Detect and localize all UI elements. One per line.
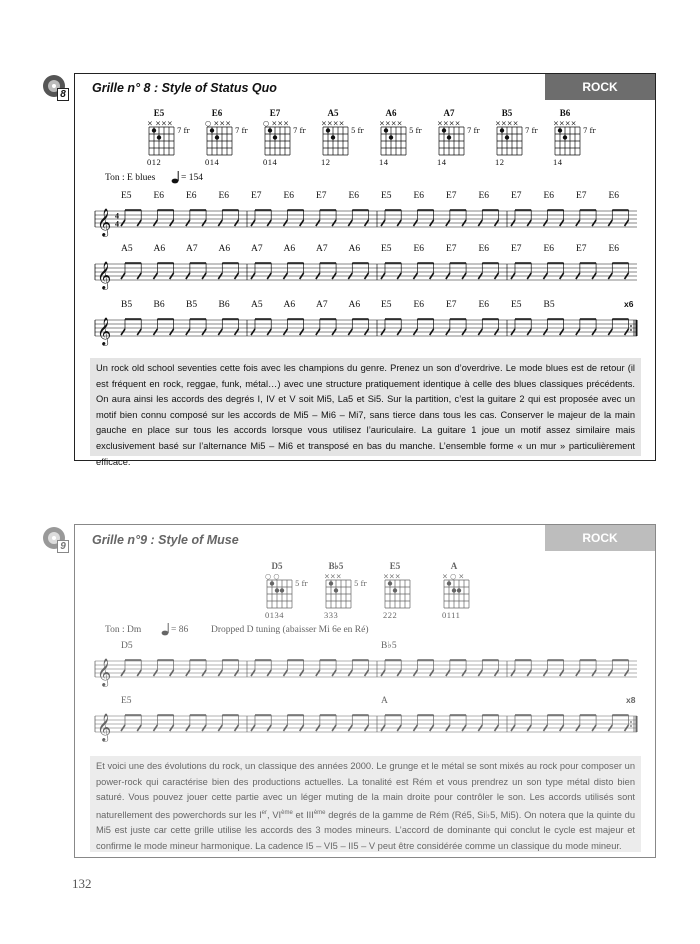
chord-symbol: E6	[543, 244, 555, 254]
chord-symbol: E5	[381, 244, 392, 254]
fret-marker: 5 fr	[409, 127, 422, 135]
chord-symbol: E5	[121, 191, 132, 201]
treble-clef-icon: 𝄞	[97, 208, 112, 236]
finger-numbers: 333	[324, 610, 339, 620]
string-markers: ○ ×××	[205, 119, 231, 128]
string-markers: ××××	[437, 119, 461, 128]
description-text	[90, 756, 641, 852]
text-part: Et voici une des évolutions du rock, un classique des années 2000. Le grunge et le métal se sont mixés au rock pour composer un power-rock qui caractérise bien des productions actuelles. La tonalité est Rém et vous prendrez un son type métal disto bien saturé. Vous pouvez jouer cette partie avec un léger muting de la main droite pour contrôler le son. Les accords utilisés sont naturellement des powerchords sur les I	[96, 761, 635, 820]
chord-symbol: E6	[348, 191, 360, 201]
treble-clef-icon: 𝄞	[97, 658, 112, 686]
chord-symbol: A7	[316, 300, 328, 310]
description-text: Un rock old school seventies cette fois avec les champions du genre. Prenez un son d’overdrive. Le mode blues est de retour (il est fréquent en rock, reggae, funk, métal…) avec une structure pratiquement identique à celle des blues classiques précédents. On aura ainsi les accords des degrés I, IV et V soit Mi5, La5 et Si5. Sur la partition, c’est la guitare 2 qui est proposée avec un motif bien connu composé sur les accords de Mi5 – Mi6 – Mi7, sans tierce dans tous les cas. Conserver le majeur de la main gauche en place sur tous les accords lorsque vous utilisez l’auriculaire. La guitare 1 joue un motif assez similaire mais exclusivement basé sur l’alternance Mi5 – Mi6 et transposé en bas du manche. L’ensemble forme « un mur » particulièrement efficace.	[90, 358, 641, 456]
string-markers: ××××	[379, 119, 403, 128]
fret-marker: 7 fr	[235, 127, 248, 135]
chord-symbol: E6	[413, 244, 425, 254]
chord-symbol: A	[381, 696, 388, 706]
text-sup: er	[261, 809, 268, 816]
finger-numbers: 014	[263, 157, 278, 167]
chord-name: B6	[559, 108, 571, 118]
chord-symbol: E7	[446, 300, 457, 310]
string-markers: × ○ ×	[442, 572, 465, 581]
grid8-title: Grille n° 8 : Style of Status Quo	[92, 81, 277, 95]
fret-marker: 7 fr	[525, 127, 538, 135]
chord-symbol: B6	[153, 300, 165, 310]
chord-name: A	[450, 561, 458, 571]
string-markers: ××××	[553, 119, 577, 128]
tempo: = 86	[171, 625, 189, 635]
chord-symbol: E7	[511, 244, 522, 254]
chord-symbol: A6	[348, 244, 361, 254]
repeat-count: x6	[624, 299, 634, 309]
chord-symbol: E7	[251, 191, 262, 201]
chord-symbol: A6	[283, 300, 296, 310]
fret-marker: 7 fr	[467, 127, 480, 135]
finger-numbers: 0134	[265, 610, 284, 620]
text-sup: ème	[281, 809, 293, 816]
page-number: 132	[72, 876, 92, 891]
score	[75, 525, 655, 755]
chord-name: A7	[443, 108, 455, 118]
cd-track-number: 8	[57, 88, 69, 101]
fret-marker: 5 fr	[295, 580, 308, 588]
chord-symbol: E7	[446, 191, 457, 201]
tonality: Ton : E blues	[105, 173, 156, 183]
genre-badge: ROCK	[545, 525, 655, 551]
genre-badge: ROCK	[545, 74, 655, 100]
string-markers: ××××	[495, 119, 519, 128]
chord-symbol: A6	[348, 300, 361, 310]
time-signature: 4	[115, 211, 119, 221]
chord-symbol: E6	[218, 191, 230, 201]
tempo: = 154	[181, 173, 203, 183]
finger-numbers: 014	[205, 157, 220, 167]
chord-symbol: E6	[478, 244, 490, 254]
finger-numbers: 12	[495, 157, 505, 167]
finger-numbers: 222	[383, 610, 398, 620]
text-part: degrés de la gamme de Rém (Ré5, Si♭5, Mi5). On notera que la quinte du Mi5 est juste car cette grille utilise les accords des 3 modes mineurs. L’accord de dominante qui conclut le cycle est majeur et confirme le mode mineur harmonique. La cadence I5 – VI5 – II5 – V peut être considérée comme un classique du mode mineur.	[96, 809, 635, 852]
finger-numbers: 14	[437, 157, 447, 167]
chord-symbol: B6	[218, 300, 230, 310]
fret-marker: 5 fr	[351, 127, 364, 135]
chord-symbol: E7	[576, 191, 587, 201]
chord-name: E6	[211, 108, 223, 118]
chord-symbol: B5	[121, 300, 133, 310]
cd-track-number: 9	[57, 540, 69, 553]
chord-symbol: E6	[608, 244, 620, 254]
chord-name: E5	[389, 561, 401, 571]
chord-symbol: E7	[576, 244, 587, 254]
chord-symbol: E6	[153, 191, 165, 201]
chord-name: B♭5	[328, 561, 344, 571]
chord-symbol: B5	[186, 300, 198, 310]
chord-name: A5	[327, 108, 339, 118]
chord-symbol: E5	[511, 300, 522, 310]
finger-numbers: 14	[553, 157, 563, 167]
chord-symbol: E5	[381, 300, 392, 310]
chord-symbol: E6	[283, 191, 295, 201]
string-markers: ×××	[383, 572, 401, 581]
chord-symbol: E5	[121, 696, 132, 706]
string-markers: ××××	[321, 119, 345, 128]
treble-clef-icon: 𝄞	[97, 261, 112, 289]
finger-numbers: 14	[379, 157, 389, 167]
chord-symbol: E6	[186, 191, 197, 201]
text-part: , VI	[267, 809, 282, 820]
grid9-title: Grille n°9 : Style of Muse	[92, 533, 239, 547]
grid8-panel	[74, 73, 656, 467]
treble-clef-icon: 𝄞	[97, 317, 112, 345]
chord-name: E7	[269, 108, 281, 118]
chord-symbol: E6	[478, 300, 490, 310]
fret-marker: 7 fr	[293, 127, 306, 135]
chord-symbol: A7	[316, 244, 328, 254]
finger-numbers: 0111	[442, 610, 461, 620]
finger-numbers: 012	[147, 157, 162, 167]
chord-symbol: B5	[543, 300, 555, 310]
string-markers: ×××	[324, 572, 342, 581]
fret-marker: 7 fr	[583, 127, 596, 135]
repeat-count: x8	[626, 695, 636, 705]
tonality: Ton : Dm	[105, 625, 142, 635]
chord-symbol: A5	[121, 244, 133, 254]
chord-symbol: D5	[121, 641, 133, 651]
chord-symbol: E7	[316, 191, 327, 201]
text-sup: ème	[313, 809, 326, 816]
string-markers: ○ ○	[265, 572, 280, 581]
grid9-panel	[74, 524, 656, 858]
chord-symbol: E6	[478, 191, 490, 201]
chord-symbol: A6	[283, 244, 296, 254]
score	[75, 74, 655, 354]
chord-symbol: A5	[251, 300, 263, 310]
string-markers: × ×××	[147, 119, 173, 128]
treble-clef-icon: 𝄞	[97, 713, 112, 741]
chord-symbol: E7	[511, 191, 522, 201]
chord-symbol: A7	[186, 244, 198, 254]
chord-symbol: E6	[413, 191, 425, 201]
chord-symbol: B♭5	[381, 641, 397, 651]
chord-name: E5	[153, 108, 165, 118]
fret-marker: 7 fr	[177, 127, 190, 135]
chord-symbol: E6	[608, 191, 620, 201]
chord-symbol: A6	[218, 244, 231, 254]
chord-symbol: A7	[251, 244, 263, 254]
chord-name: B5	[501, 108, 513, 118]
fret-marker: 5 fr	[354, 580, 367, 588]
text-part: et III	[292, 809, 314, 820]
chord-symbol: E6	[543, 191, 555, 201]
time-signature: 4	[115, 219, 119, 229]
chord-symbol: E7	[446, 244, 457, 254]
string-markers: ○ ×××	[263, 119, 289, 128]
finger-numbers: 12	[321, 157, 331, 167]
chord-symbol: E5	[381, 191, 392, 201]
chord-symbol: A6	[153, 244, 166, 254]
tuning-note: Dropped D tuning (abaisser Mi 6e en Ré)	[211, 625, 369, 635]
chord-symbol: E6	[413, 300, 425, 310]
chord-name: D5	[271, 561, 283, 571]
chord-name: A6	[385, 108, 397, 118]
